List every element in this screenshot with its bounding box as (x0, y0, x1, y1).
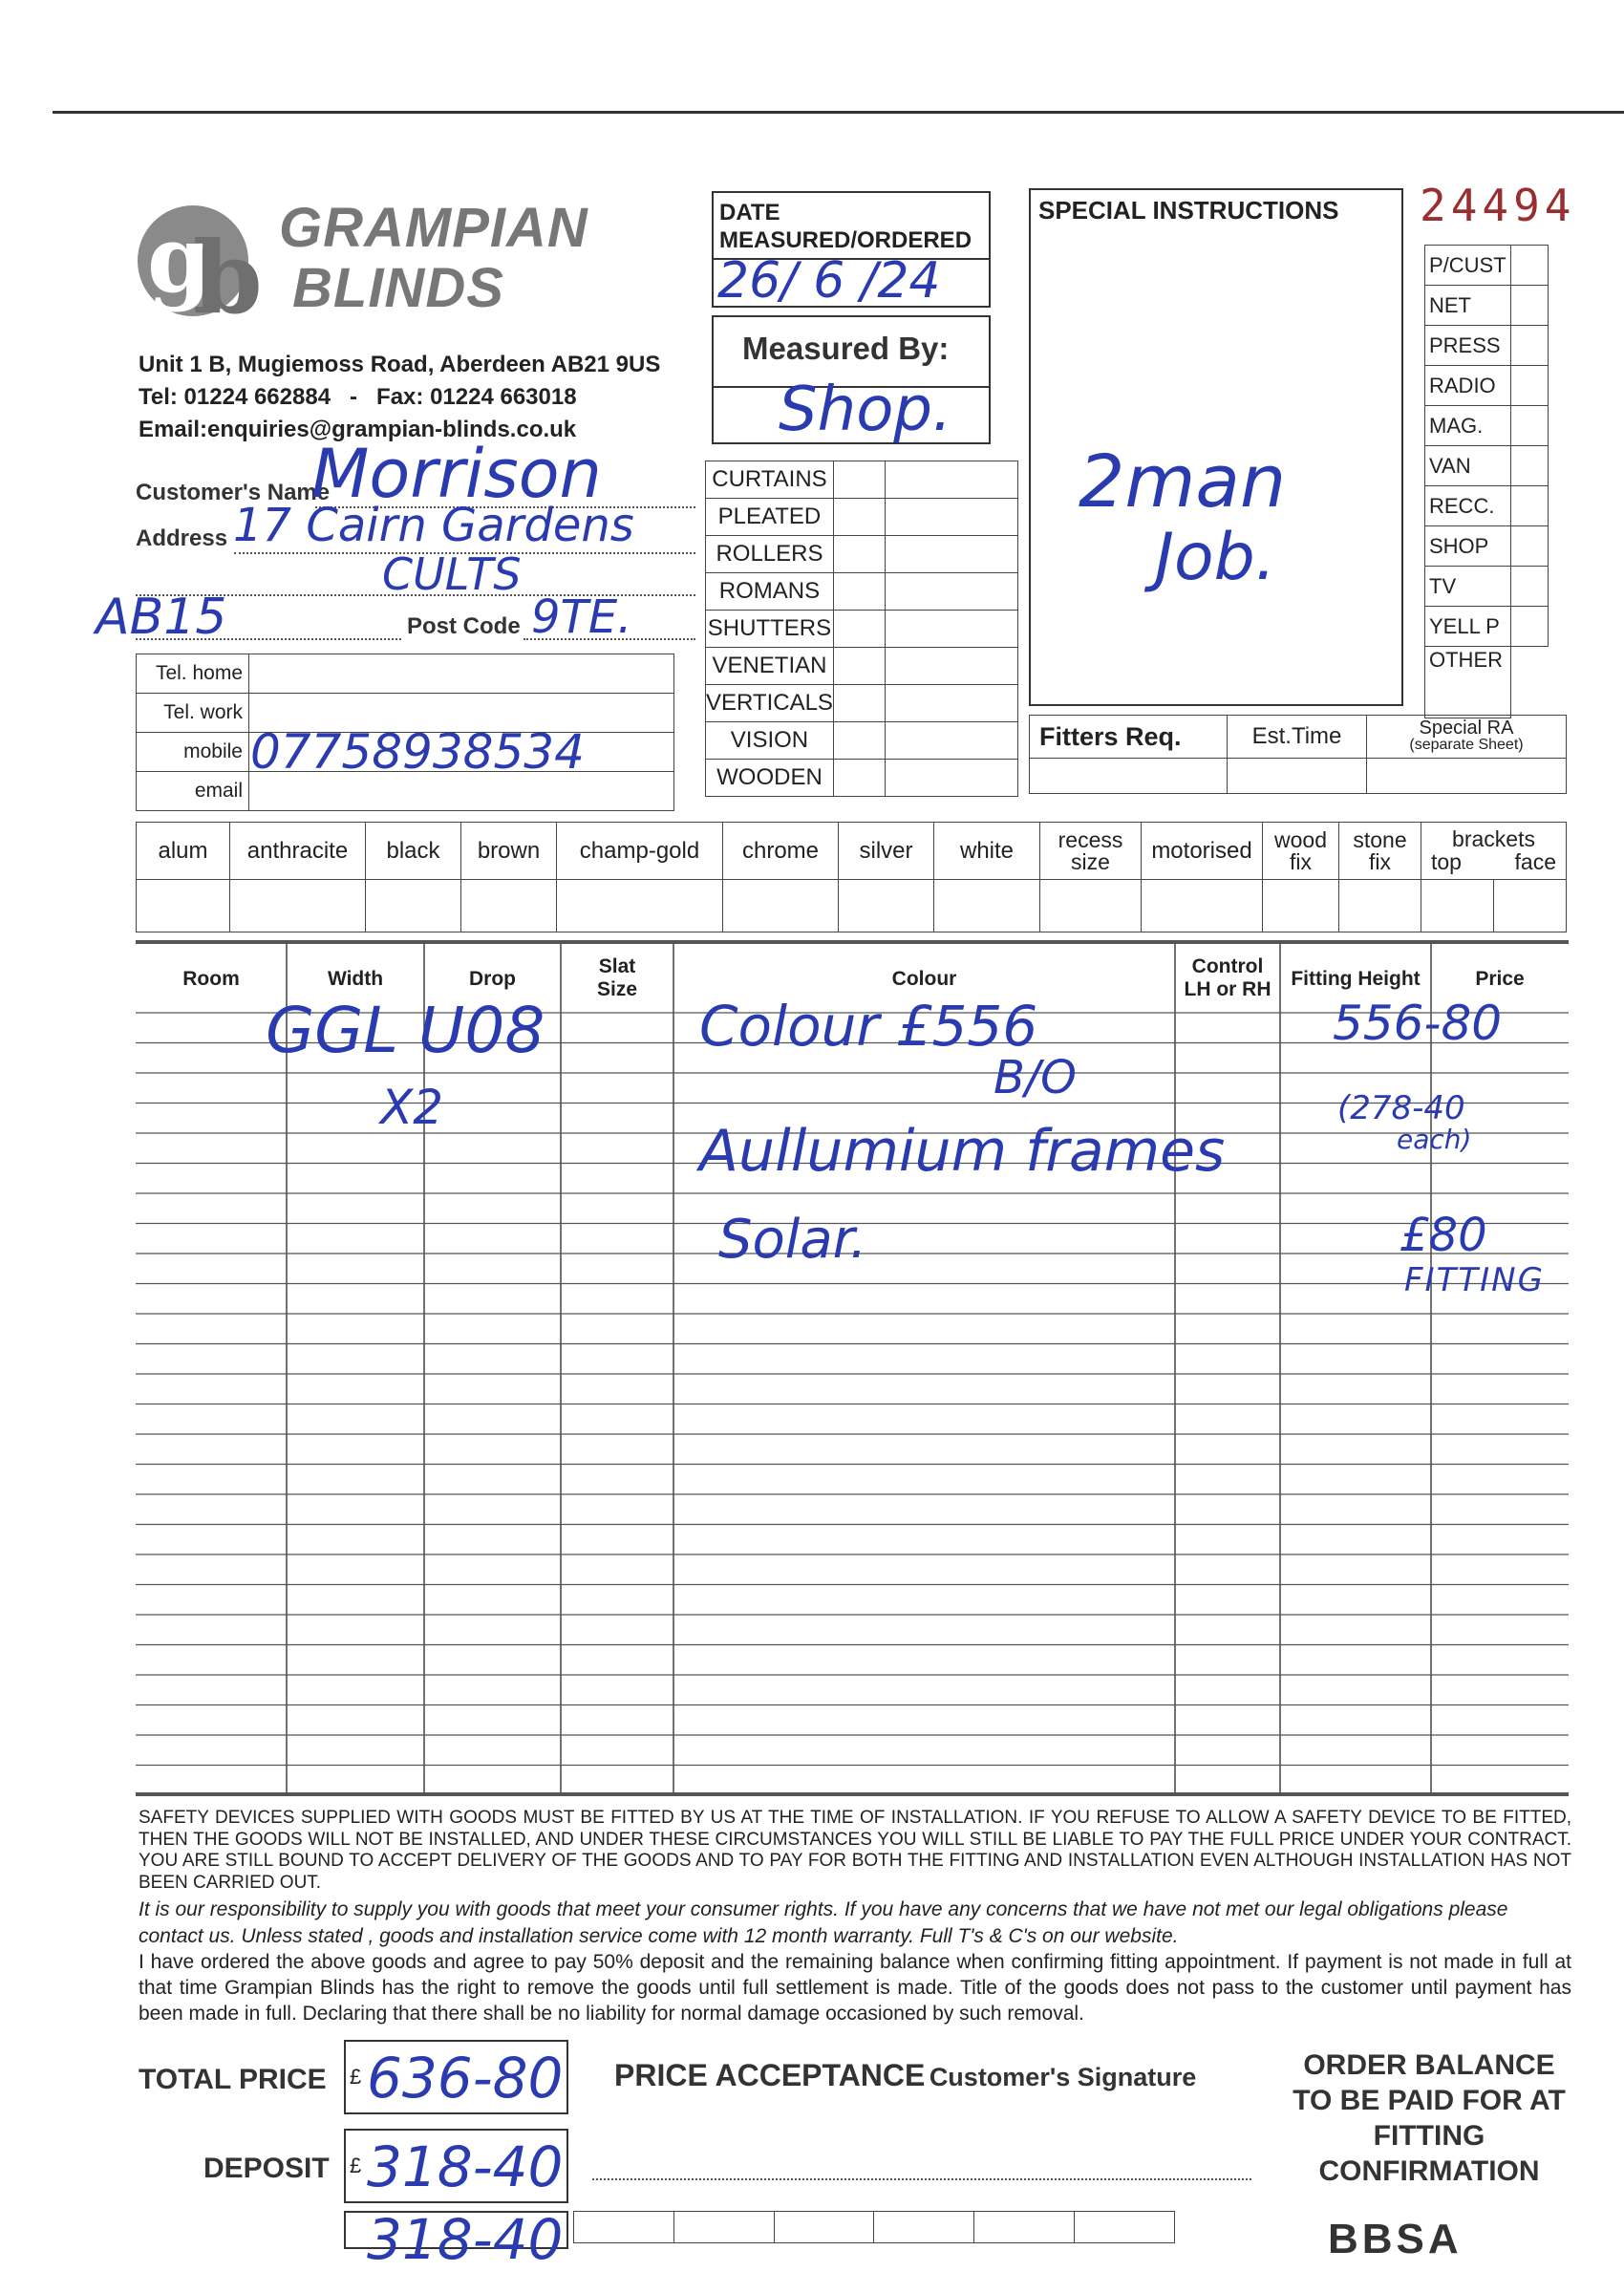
source-code-label: TV (1425, 567, 1511, 607)
total-price-box (344, 2040, 568, 2114)
total-currency: £ (350, 2065, 362, 2089)
source-code-row (1425, 526, 1549, 567)
terms-rights: It is our responsibility to supply you with goods that meet your consumer rights. If you have any concerns that we have not met our legal obligations please contact us. Unless stated , goods and installation service come with 12 month warranty. Full T's & C's on our website. (139, 1898, 1508, 1947)
blind-type-notes[interactable] (886, 648, 1018, 685)
blind-type-notes[interactable] (886, 722, 1018, 760)
special-instructions-line1: 2man (1079, 439, 1287, 524)
contact-row (137, 654, 674, 694)
blind-type-row (706, 461, 1018, 499)
special-instructions-box (1029, 188, 1403, 706)
items-header-label: Price (1475, 968, 1525, 990)
balance-box (344, 2207, 568, 2272)
blind-type-label: PLEATED (706, 499, 834, 536)
contact-row (137, 733, 674, 772)
special-ra-note: (separate Sheet) (1409, 737, 1524, 753)
colour-option-label: black (366, 823, 461, 880)
colour-option-box[interactable] (1040, 880, 1142, 932)
contact-label: Tel. home (137, 654, 249, 694)
source-code-checkbox[interactable] (1511, 366, 1549, 406)
blind-type-qty[interactable] (833, 611, 885, 648)
colour-option-label: brown (461, 823, 557, 880)
colour-option-label: motorised (1142, 823, 1263, 880)
postcode-part2: 9TE. (531, 590, 632, 644)
footer-logo-fragment: BBSA (1328, 2216, 1463, 2262)
colour-options-table (136, 822, 1567, 932)
brackets-cell (1421, 823, 1567, 880)
blind-type-row (706, 760, 1018, 797)
source-code-row (1425, 246, 1549, 286)
blind-type-label: VENETIAN (706, 648, 834, 685)
colour-option-box[interactable] (723, 880, 839, 932)
source-code-label: YELL P (1425, 607, 1511, 647)
deposit-label: DEPOSIT (203, 2153, 330, 2184)
source-code-label: P/CUST (1425, 246, 1511, 286)
measured-by-box (712, 315, 991, 444)
blind-type-qty[interactable] (833, 461, 885, 499)
source-code-checkbox[interactable] (1511, 446, 1549, 486)
colour-option-box[interactable] (137, 880, 230, 932)
company-name-line2: BLINDS (292, 257, 504, 319)
blind-type-label: ROMANS (706, 573, 834, 611)
balance-grid (573, 2211, 1175, 2243)
contact-value[interactable] (249, 654, 674, 694)
source-code-checkbox[interactable] (1511, 526, 1549, 567)
source-code-label: RADIO (1425, 366, 1511, 406)
colour-option-label: white (934, 823, 1040, 880)
deposit-box (344, 2129, 568, 2203)
blind-type-notes[interactable] (886, 536, 1018, 573)
price-acceptance (614, 2058, 1196, 2093)
deposit-value: 318-40 (367, 2134, 564, 2199)
terms-agreement: I have ordered the above goods and agree to pay 50% deposit and the remaining balance when confirming fitting appointment. If payment is not made in full at that time Grampian Blinds has the right to remove the goods until full settlement is made. Title of the goods does not pass to the customer until payment has been made in full. Declaring that there shall be no liability for normal damage occasioned by such removal. (139, 1951, 1571, 2025)
contact-table (136, 654, 674, 811)
blind-type-notes[interactable] (886, 685, 1018, 722)
colour-option-label: wood fix (1263, 823, 1339, 880)
address-value-2: CULTS (382, 548, 522, 600)
company-address: Unit 1 B, Mugiemoss Road, Aberdeen AB21 9US (139, 352, 661, 377)
blind-type-row (706, 722, 1018, 760)
total-price-label: TOTAL PRICE (139, 2064, 327, 2095)
blind-type-qty[interactable] (833, 499, 885, 536)
source-code-row (1425, 486, 1549, 526)
blind-type-label: ROLLERS (706, 536, 834, 573)
item-price-line3: £80 (1400, 1209, 1487, 1262)
source-code-row (1425, 647, 1549, 718)
source-code-label: VAN (1425, 446, 1511, 486)
special-ra-label: Special RA (1419, 718, 1514, 739)
blind-type-label: SHUTTERS (706, 611, 834, 648)
source-code-row (1425, 286, 1549, 326)
blind-type-notes[interactable] (886, 760, 1018, 797)
items-header-label: Width (327, 968, 384, 990)
blind-type-label: WOODEN (706, 760, 834, 797)
items-grid-lines (136, 944, 1569, 1794)
item-price-line2: (278-40 (1337, 1089, 1465, 1127)
source-code-label: MAG. (1425, 406, 1511, 446)
source-code-label: PRESS (1425, 326, 1511, 366)
colour-option-box[interactable] (230, 880, 366, 932)
source-code-checkbox[interactable] (1511, 607, 1549, 647)
logo-mark-icon (136, 196, 279, 336)
source-code-checkbox[interactable] (1511, 567, 1549, 607)
contact-value[interactable]: 07758938534 (249, 733, 674, 772)
date-box (712, 191, 991, 308)
item-colour-line3: Aullumium frames (699, 1118, 1226, 1185)
address-value-1: 17 Cairn Gardens (233, 499, 634, 552)
order-balance-note: ORDER BALANCE TO BE PAID FOR AT FITTING CONFIRMATION (1293, 2049, 1566, 2187)
brackets-top-label: top (1431, 848, 1462, 874)
source-codes-table (1424, 245, 1549, 718)
blind-type-label: VISION (706, 722, 834, 760)
source-code-label: RECC. (1425, 486, 1511, 526)
source-code-row (1425, 567, 1549, 607)
source-code-row (1425, 326, 1549, 366)
source-code-row (1425, 446, 1549, 486)
item-price-line1: 556-80 (1333, 996, 1503, 1051)
item-colour-line1: Colour £556 (699, 994, 1038, 1059)
date-label: DATE MEASURED/ORDERED (719, 200, 972, 253)
blind-type-row (706, 536, 1018, 573)
blind-type-label: CURTAINS (706, 461, 834, 499)
item-width-line1: GGL U08 (266, 994, 545, 1067)
customer-signature-label: Customer's Signature (929, 2063, 1197, 2091)
item-colour-line2: B/O (994, 1051, 1077, 1104)
svg-text:b: b (193, 219, 263, 336)
svg-text:g: g (147, 205, 212, 313)
scan-edge-line (53, 111, 1624, 114)
item-width-line2: X2 (380, 1080, 444, 1135)
colour-option-box[interactable] (461, 880, 557, 932)
blind-type-qty[interactable] (833, 685, 885, 722)
fitters-table (1029, 715, 1567, 794)
terms-safety: SAFETY DEVICES SUPPLIED WITH GOODS MUST BE FITTED BY US AT THE TIME OF INSTALLATION. IF YOU REFUSE TO ALLOW A SAFETY DEVICE TO BE FITTED, THEN THE GOODS WILL NOT BE INSTALLED, AND UNDER THESE CIRCUMSTANCES YOU WILL STILL BE LIABLE TO PAY THE FULL PRICE UNDER YOUR CONTRACT. YOU ARE STILL BOUND TO ACCEPT DELIVERY OF THE GOODS AND TO PAY FOR BOTH THE FITTING AND INSTALLATION EVEN ALTHOUGH INSTALLATION HAS NOT BEEN CARRIED OUT. (139, 1808, 1571, 1893)
source-code-row (1425, 607, 1549, 647)
colour-option-box[interactable] (839, 880, 934, 932)
order-number: 24494 (1420, 180, 1576, 231)
source-code-checkbox[interactable] (1511, 286, 1549, 326)
customer-name-value: Morrison (311, 435, 602, 513)
blind-type-row (706, 648, 1018, 685)
blind-type-qty[interactable] (833, 573, 885, 611)
colour-option-box[interactable] (1142, 880, 1263, 932)
source-code-checkbox[interactable] (1511, 647, 1549, 718)
item-price-line4: FITTING (1404, 1261, 1545, 1299)
item-colour-line4: Solar. (718, 1209, 867, 1271)
colour-option-box[interactable] (934, 880, 1040, 932)
blind-types-table (705, 461, 1018, 797)
colour-option-label: anthracite (230, 823, 366, 880)
items-header-label: Slat Size (596, 955, 638, 1000)
est-time-label: Est.Time (1228, 716, 1367, 759)
balance-value: 318-40 (367, 2207, 564, 2272)
special-instructions-label: SPECIAL INSTRUCTIONS (1038, 196, 1339, 225)
blind-type-label: VERTICALS (706, 685, 834, 722)
brackets-top-box[interactable] (1421, 880, 1494, 932)
blind-type-notes[interactable] (886, 611, 1018, 648)
blind-type-qty[interactable] (833, 536, 885, 573)
blind-type-row (706, 573, 1018, 611)
special-instructions-line2: Job. (1155, 520, 1276, 595)
blind-type-qty[interactable] (833, 722, 885, 760)
colour-option-box[interactable] (366, 880, 461, 932)
source-code-label: SHOP (1425, 526, 1511, 567)
blind-type-notes[interactable] (886, 499, 1018, 536)
measured-by-label: Measured By: (742, 331, 950, 366)
contact-label: email (137, 772, 249, 811)
company-email: Email:enquiries@grampian-blinds.co.uk (139, 417, 577, 442)
deposit-currency: £ (350, 2154, 362, 2177)
fitters-req-label: Fitters Req. (1030, 716, 1228, 759)
postcode-label: Post Code (407, 613, 521, 639)
brackets-label: brackets (1452, 825, 1535, 851)
colour-option-label: champ-gold (557, 823, 723, 880)
price-acceptance-label: PRICE ACCEPTANCE (614, 2058, 926, 2092)
source-code-checkbox[interactable] (1511, 326, 1549, 366)
blind-type-notes[interactable] (886, 461, 1018, 499)
items-header-label: Control LH or RH (1184, 955, 1271, 1000)
items-header-label: Drop (469, 968, 516, 990)
colour-option-box[interactable] (1339, 880, 1421, 932)
colour-option-label: recess size (1040, 823, 1142, 880)
signature-line (592, 2178, 1251, 2180)
items-header-label: Colour (891, 968, 957, 990)
item-price-line2b: each) (1397, 1124, 1472, 1155)
brackets-face-label: face (1514, 848, 1556, 874)
source-code-checkbox[interactable] (1511, 406, 1549, 446)
source-code-label: NET (1425, 286, 1511, 326)
items-table-bottom-rule (136, 1792, 1569, 1796)
items-header-label: Room (182, 968, 240, 990)
contact-label: mobile (137, 733, 249, 772)
company-phones: Tel: 01224 662884 - Fax: 01224 663018 (139, 384, 577, 410)
company-name-line1: GRAMPIAN (279, 197, 588, 259)
blind-type-row (706, 611, 1018, 648)
address-label: Address (136, 525, 228, 551)
colour-option-label: stone fix (1339, 823, 1421, 880)
blind-type-qty[interactable] (833, 648, 885, 685)
date-value: 26/ 6 /24 (717, 252, 941, 310)
company-logo (136, 196, 279, 336)
source-code-row (1425, 366, 1549, 406)
source-code-checkbox[interactable] (1511, 246, 1549, 286)
brackets-face-box[interactable] (1494, 880, 1567, 932)
postcode-part1: AB15 (96, 589, 227, 646)
contact-label: Tel. work (137, 694, 249, 733)
items-table (136, 944, 1569, 1794)
colour-option-box[interactable] (557, 880, 723, 932)
customer-name-label: Customer's Name (136, 480, 331, 505)
blind-type-row (706, 499, 1018, 536)
blind-type-row (706, 685, 1018, 722)
source-code-checkbox[interactable] (1511, 486, 1549, 526)
special-ra-cell (1367, 716, 1567, 759)
colour-option-label: alum (137, 823, 230, 880)
colour-option-label: chrome (723, 823, 839, 880)
source-code-label: OTHER (1425, 647, 1511, 718)
blind-type-notes[interactable] (886, 573, 1018, 611)
total-price-value: 636-80 (367, 2046, 564, 2111)
colour-option-box[interactable] (1263, 880, 1339, 932)
colour-option-label: silver (839, 823, 934, 880)
measured-by-value: Shop. (779, 375, 952, 445)
blind-type-qty[interactable] (833, 760, 885, 797)
source-code-row (1425, 406, 1549, 446)
items-header-label: Fitting Height (1291, 968, 1421, 990)
